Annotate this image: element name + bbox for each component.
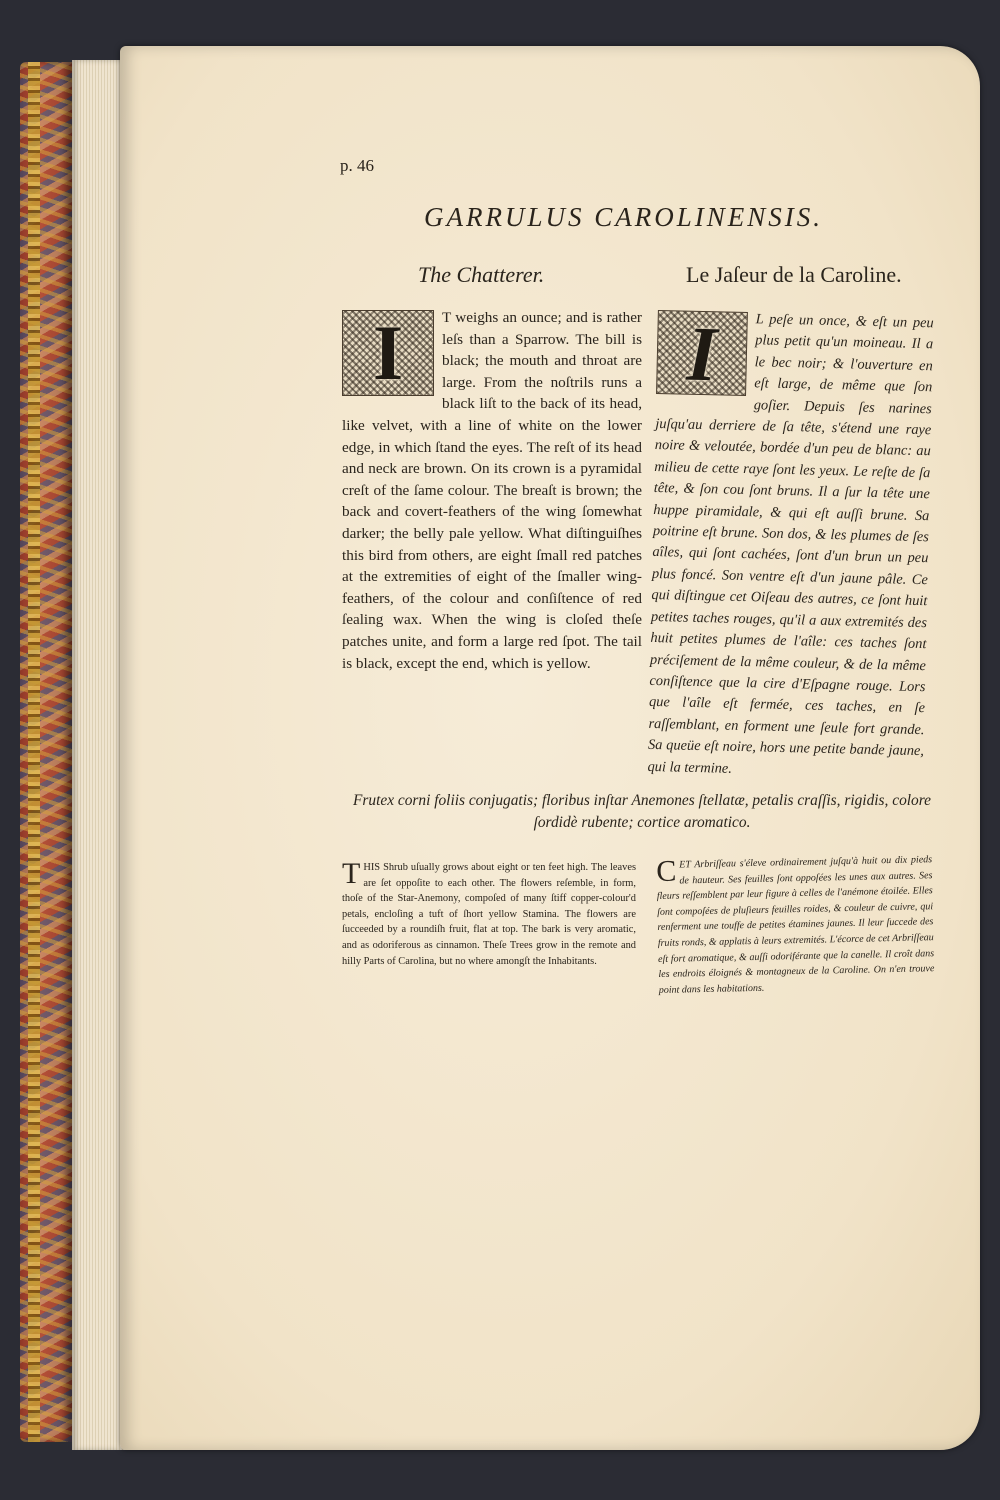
plant-initial-fr: C [655, 854, 677, 888]
french-title: Le Jaſeur de la Caroline. [686, 262, 902, 287]
plant-latin-title: Frutex corni foliis conjugatis; floribus inſtar Anemones ſtellatæ, petalis craſſis, rigidis, colore ſordidè rubente; cortice aromatico. [353, 792, 931, 831]
ornamental-initial-fr: I [656, 310, 748, 396]
english-description [342, 307, 642, 674]
gilt-edge [28, 62, 40, 1442]
plant-french-text [656, 852, 935, 998]
ornamental-initial-en: I [342, 310, 434, 396]
french-description [647, 307, 934, 784]
plant-initial-en: T [342, 857, 361, 890]
page-number: p. 46 [340, 156, 374, 175]
genus-heading: GARRULUS CAROLINENSIS. [424, 202, 823, 232]
plant-english-body: HIS Shrub uſually grows about eight or ten feet high. The leaves are ſet oppoſite to each other. The flowers reſemble, in form, thoſe of the Star-Anemony, compoſed of many ſtiff copper-colour'd petals, encloſing a tuft of ſhort yellow Stamina. The flowers are ſucceeded by a roundiſh fruit, flat at top. The bark is very aromatic, and as odoriferous as cinnamon. Theſe Trees grow in the remote and hilly Parts of Carolina, but no where amongſt the Inhabitants. [342, 862, 636, 967]
english-title: The Chatterer. [418, 262, 545, 287]
english-body-text: T weighs an ounce; and is rather leſs than a Sparrow. The bill is black; the mouth and throat are large. From the noſtrils runs a black liſt to the back of its head, like velvet, with a line of white on the lower edge, in which ſtand the eyes. The reſt of its head and neck are brown. On its crown is a pyramidal creſt of the ſame colour. The breaſt is brown; the back and covert-feathers of the wing ſomewhat darker; the belly pale yellow. What diſtinguiſhes this bird from others, are eight ſmall red patches at the extremities of eight of the ſmaller wing-feathers, of the colour and conſiſtence of red ſealing wax. When the wing is cloſed theſe patches unite, and form a large red ſpot. The tail is black, except the end, which is yellow. [342, 309, 642, 672]
french-body-text: L peſe un once, & eſt un peu plus petit qu'un moineau. Il a le bec noir; & l'ouverture en eſt large, de même que ſon goſier. Depuis ſes narines juſqu'au derriere de ſa tête, s'étend une raye noire & veloutée, bordée d'un peu de blanc: au milieu de cette raye ſont les yeux. Le reſte de ſa tête, & ſon cou ſont bruns. Il a ſur la tête une huppe piramidale, & qui eſt auſſi brune. Sa poitrine eſt brune. Son dos, & les plumes de ſes aîles, qui ſont cachées, ſont d'un brun un peu plus foncé. Son ventre eſt d'un jaune pâle. Ce qui diſtingue cet Oiſeau des autres, ce ſont huit petites taches rouges, qu'il a aux extremités des huit petites plumes de l'aîle: ces taches ſont préciſement de la même couleur, & de la même conſiſtence que la cire d'Eſpagne rouge. Lors que l'aîle eſt fermée, ces taches, en ſe raſſemblant, en forment une ſeule fort grande. Sa queüe eſt noire, hors une petite bande jaune, qui la termine. [647, 311, 934, 777]
plant-english-text [342, 857, 636, 969]
plant-french-body: ET Arbriſſeau s'éleve ordinairement juſqu'à huit ou dix pieds de hauteur. Ses feuilles ſont oppoſées les unes aux autres. Ses fleurs reſſemblent par leur figure à celles de l'anémone étoilée. Elles ſont compoſées de pluſieurs feuilles roides, & couleur de cuivre, qui renferment une touffe de petites étamines jaunes. Il leur ſuccede des fruits ronds, & applatis à leurs extremités. L'écorce de cet Arbriſſeau eſt fort aromatique, & auſſi odoriférante que la canelle. Il croît dans les endroits éloignés & montagneux de la Caroline. On n'en trouve point dans les habitations. [656, 854, 935, 996]
